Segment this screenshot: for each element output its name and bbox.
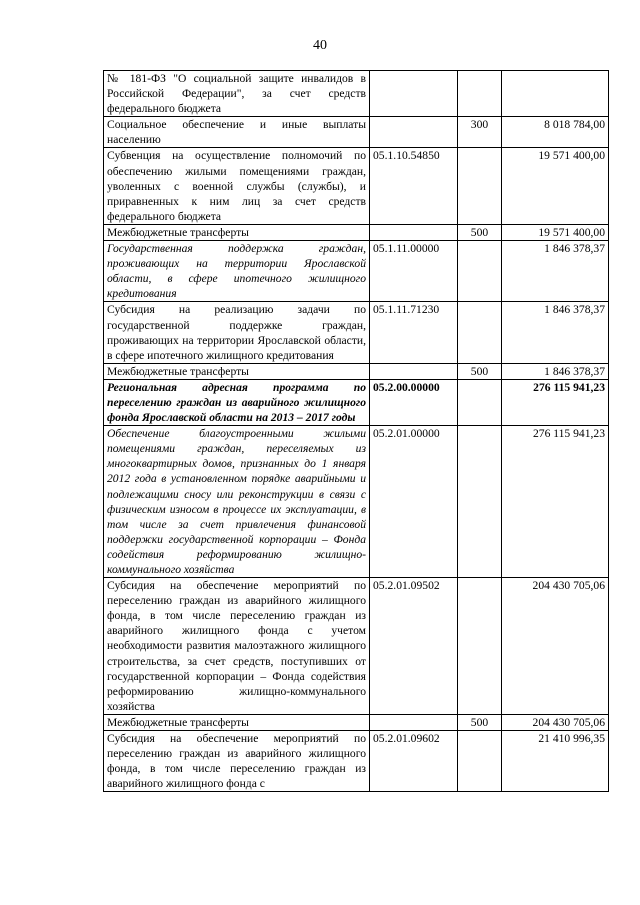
row-type (458, 148, 502, 224)
row-name: Региональная адресная программа по переселению граждан из аварийного жилищного фонда Ярославской области на 2013 – 2017 годы (104, 379, 370, 425)
row-amount: 1 846 378,37 (502, 302, 609, 363)
table-row (104, 379, 609, 425)
table-row (104, 714, 609, 730)
row-name: Субвенция на осуществление полномочий по обеспечению жилыми помещениями граждан, уволенных с военной службы (службы), и приравненных к ним лиц за счет средств федерального бюджета (104, 148, 370, 224)
row-code (370, 714, 458, 730)
row-code: 05.1.11.71230 (370, 302, 458, 363)
row-name: Межбюджетные трансферты (104, 714, 370, 730)
row-code: 05.1.11.00000 (370, 241, 458, 302)
row-name: Субсидия на реализацию задачи по государственной поддержке граждан, проживающих на территории Ярославской области, в сфере ипотечного жилищного кредитования (104, 302, 370, 363)
row-type (458, 241, 502, 302)
row-code: 05.2.01.00000 (370, 426, 458, 578)
row-name: Социальное обеспечение и иные выплаты населению (104, 117, 370, 148)
row-code: 05.2.01.09602 (370, 731, 458, 792)
page-number: 40 (313, 38, 327, 53)
row-type (458, 379, 502, 425)
row-type (458, 578, 502, 715)
table-row (104, 71, 609, 117)
row-amount: 8 018 784,00 (502, 117, 609, 148)
row-amount: 1 846 378,37 (502, 363, 609, 379)
row-name: Субсидия на обеспечение мероприятий по переселению граждан из аварийного жилищного фонда, в том числе переселению граждан из аварийного жилищного фонда с (104, 731, 370, 792)
table-row (104, 578, 609, 715)
table-row (104, 148, 609, 224)
table-row (104, 426, 609, 578)
row-code (370, 117, 458, 148)
row-type: 500 (458, 224, 502, 240)
row-type: 300 (458, 117, 502, 148)
table-row (104, 363, 609, 379)
row-amount: 204 430 705,06 (502, 714, 609, 730)
table-row (104, 224, 609, 240)
row-name: Межбюджетные трансферты (104, 363, 370, 379)
row-code (370, 224, 458, 240)
row-amount: 276 115 941,23 (502, 426, 609, 578)
row-amount: 21 410 996,35 (502, 731, 609, 792)
row-name: Государственная поддержка граждан, проживающих на территории Ярославской области, в сфере ипотечного жилищного кредитования (104, 241, 370, 302)
row-code (370, 363, 458, 379)
row-type: 500 (458, 714, 502, 730)
row-name: Межбюджетные трансферты (104, 224, 370, 240)
table-row (104, 241, 609, 302)
row-name: Субсидия на обеспечение мероприятий по переселению граждан из аварийного жилищного фонда, в том числе переселению граждан из аварийного жилищного фонда с учетом необходимости развития малоэтажного жилищного строительства, за счет средств, поступивших от государственной корпорации – Фонда содействия реформированию жилищно-коммунального хозяйства (104, 578, 370, 715)
row-type (458, 71, 502, 117)
row-type (458, 302, 502, 363)
row-name: № 181-ФЗ "О социальной защите инвалидов в Российской Федерации", за счет средств федерального бюджета (104, 71, 370, 117)
row-code (370, 71, 458, 117)
row-code: 05.2.00.00000 (370, 379, 458, 425)
row-code: 05.1.10.54850 (370, 148, 458, 224)
budget-table (103, 70, 609, 792)
row-type (458, 731, 502, 792)
row-type (458, 426, 502, 578)
row-name: Обеспечение благоустроенными жилыми помещениями граждан, переселяемых из многоквартирных домов, признанных до 1 января 2012 года в установленном порядке аварийными и подлежащими сносу или реконструкции в связи с физическим износом в процессе их эксплуатации, в том числе за счет привлечения финансовой поддержки государственной корпорации – Фонда содействия реформированию жилищно-коммунального хозяйства (104, 426, 370, 578)
row-amount: 19 571 400,00 (502, 148, 609, 224)
table-row (104, 731, 609, 792)
row-amount: 1 846 378,37 (502, 241, 609, 302)
table-row (104, 117, 609, 148)
row-amount (502, 71, 609, 117)
row-amount: 204 430 705,06 (502, 578, 609, 715)
row-amount: 19 571 400,00 (502, 224, 609, 240)
row-code: 05.2.01.09502 (370, 578, 458, 715)
table-row (104, 302, 609, 363)
row-type: 500 (458, 363, 502, 379)
row-amount: 276 115 941,23 (502, 379, 609, 425)
